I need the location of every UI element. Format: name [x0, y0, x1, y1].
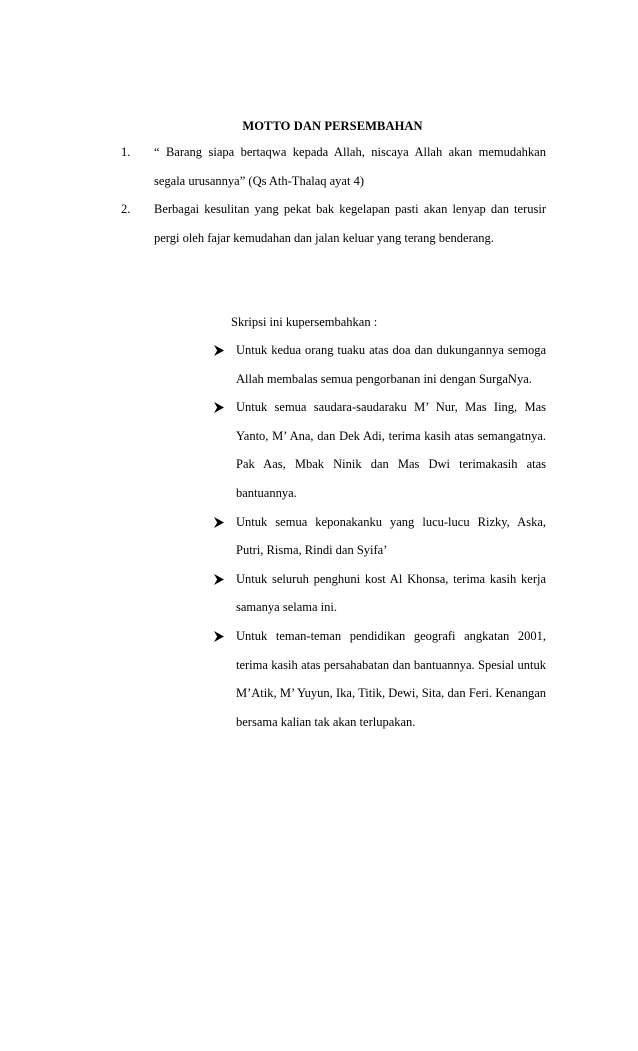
motto-text: Berbagai kesulitan yang pekat bak kegelapan pasti akan lenyap dan terusir pergi oleh fajar kemudahan dan jalan keluar yang terang benderang.	[154, 202, 546, 245]
motto-number: 2.	[121, 202, 131, 216]
dedication-item	[213, 508, 546, 565]
motto-item	[121, 195, 546, 252]
arrowhead-bullet-icon	[213, 393, 225, 422]
dedication-text: Untuk teman-teman pendidikan geografi angkatan 2001, terima kasih atas persahabatan dan bantuannya. Spesial untuk M’Atik, M’ Yuyun, Ika, Titik, Dewi, Sita, dan Feri. Kenangan bersama kalian tak akan terlupakan.	[236, 628, 546, 729]
dedication-text: Untuk kedua orang tuaku atas doa dan dukungannya semoga Allah membalas semua pengorbanan ini dengan SurgaNya.	[236, 343, 546, 386]
dedication-text: Untuk semua keponakanku yang lucu-lucu Rizky, Aska, Putri, Risma, Rindi dan Syifa’	[236, 514, 546, 558]
motto-text: “ Barang siapa bertaqwa kepada Allah, niscaya Allah akan memudahkan segala urusannya” (Qs Ath-Thalaq ayat 4)	[154, 145, 546, 188]
motto-number: 1.	[121, 145, 131, 159]
arrowhead-bullet-icon	[213, 508, 225, 537]
page-title: MOTTO DAN PERSEMBAHAN	[242, 119, 423, 133]
dedication-text: Untuk seluruh penghuni kost Al Khonsa, terima kasih kerja samanya selama ini.	[236, 571, 546, 615]
motto-list	[121, 138, 546, 252]
dedication-intro: Skripsi ini kupersembahkan :	[231, 315, 378, 329]
dedication-item	[213, 622, 546, 736]
dedication-item	[213, 393, 546, 507]
dedication-text: Untuk semua saudara-saudaraku M’ Nur, Mas Iing, Mas Yanto, M’ Ana, dan Dek Adi, terima kasih atas semangatnya. Pak Aas, Mbak Ninik dan Mas Dwi terimakasih atas bantuannya.	[236, 400, 546, 500]
arrowhead-bullet-icon	[213, 565, 225, 594]
arrowhead-bullet-icon	[213, 622, 225, 651]
dedication-list	[213, 336, 546, 736]
motto-item	[121, 138, 546, 195]
arrowhead-bullet-icon	[213, 336, 225, 365]
dedication-item	[213, 565, 546, 622]
dedication-item	[213, 336, 546, 393]
